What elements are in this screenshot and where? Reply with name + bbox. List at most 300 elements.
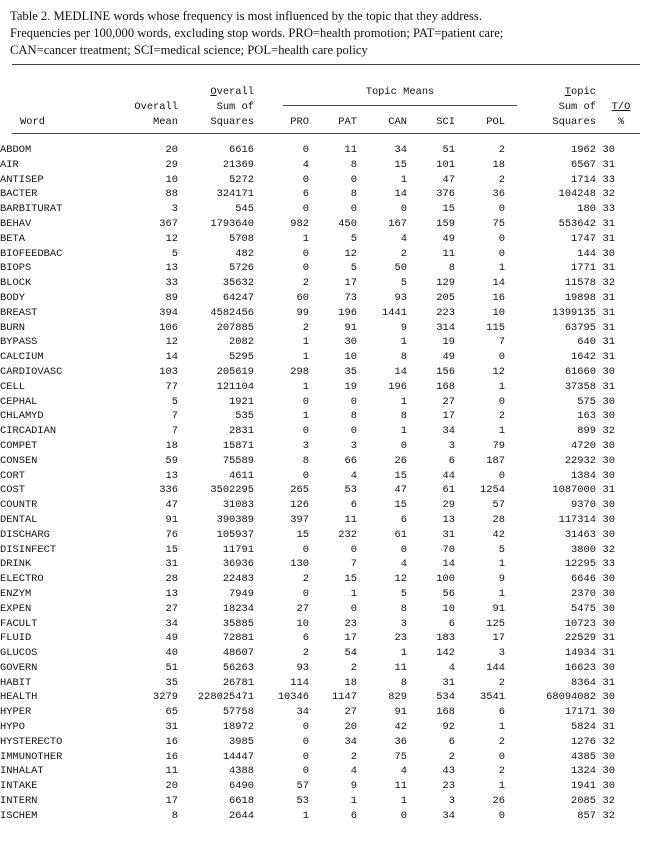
cell-overall-mean: 20 [165, 780, 178, 793]
cell-word: INHALAT [0, 765, 44, 778]
cell-sci: 31 [442, 676, 455, 689]
cell-pol: 2 [498, 735, 505, 748]
cell-pro: 0 [302, 587, 309, 600]
table-row [0, 690, 627, 705]
cell-word: IMMUNOTHER [0, 750, 63, 763]
cell-topic-ss: 1771 [571, 262, 596, 275]
cell-word: CELL [0, 380, 25, 393]
cell-pro: 8 [302, 454, 309, 467]
table-row [0, 306, 627, 321]
header-topic-ss-l3: Squares [552, 116, 596, 128]
cell-overall-mean: 13 [165, 469, 178, 482]
caption-line: Table 2. MEDLINE words whose frequency is most influenced by the topic that they address. [10, 9, 482, 23]
header-can: CAN [388, 116, 407, 128]
cell-pol: 1 [498, 380, 505, 393]
cell-sci: 534 [436, 691, 455, 704]
cell-pol: 3541 [480, 691, 505, 704]
cell-overall-mean: 5 [171, 395, 178, 408]
cell-pol: 1 [498, 262, 505, 275]
header-overall-ss-l3: Squares [210, 116, 254, 128]
cell-pro: 6 [302, 632, 309, 645]
cell-pol: 7 [498, 336, 505, 349]
cell-pro: 60 [296, 291, 309, 304]
cell-overall-ss: 482 [235, 247, 254, 260]
cell-topic-ss: 8364 [571, 676, 596, 689]
cell-pat: 34 [344, 735, 357, 748]
cell-pol: 10 [492, 306, 505, 319]
cell-pat: 0 [350, 395, 357, 408]
cell-pat: 17 [344, 277, 357, 290]
cell-word: BURN [0, 321, 25, 334]
cell-pat: 8 [350, 158, 357, 171]
table-row [0, 498, 627, 513]
cell-pol: 3 [498, 647, 505, 660]
cell-sci: 10 [442, 602, 455, 615]
cell-pat: 10 [344, 351, 357, 364]
cell-topic-ss: 68094082 [546, 691, 596, 704]
cell-sci: 49 [442, 232, 455, 245]
cell-sci: 29 [442, 499, 455, 512]
cell-topic-ss: 180 [577, 203, 596, 216]
cell-overall-ss: 35632 [222, 277, 254, 290]
cell-word: BLOCK [0, 277, 32, 290]
cell-overall-ss: 5295 [229, 351, 254, 364]
header-topic-means: Topic Means [365, 86, 435, 98]
table-row [0, 232, 627, 247]
cell-overall-ss: 2644 [229, 809, 254, 822]
cell-can: 47 [394, 484, 407, 497]
cell-can: 9 [400, 321, 407, 334]
cell-can: 0 [400, 439, 407, 452]
cell-can: 1441 [382, 306, 407, 319]
cell-sci: 61 [442, 484, 455, 497]
cell-overall-mean: 17 [165, 795, 178, 808]
cell-pat: 4 [350, 469, 357, 482]
cell-pol: 1 [498, 558, 505, 571]
table-row [0, 380, 627, 395]
cell-overall-mean: 7 [171, 410, 178, 423]
cell-word: CEPHAL [0, 395, 38, 408]
cell-sci: 70 [442, 543, 455, 556]
table-row [0, 483, 627, 498]
cell-overall-mean: 13 [165, 262, 178, 275]
table-row [0, 617, 627, 632]
cell-topic-ss: 5475 [571, 602, 596, 615]
frequency-table [0, 143, 627, 824]
cell-topic-ss: 22932 [564, 454, 596, 467]
cell-word: ENZYM [0, 587, 32, 600]
header-to-pct-key: T/O [611, 101, 631, 113]
cell-to-pct: 32 [602, 425, 615, 438]
cell-sci: 6 [448, 735, 455, 748]
cell-can: 36 [394, 735, 407, 748]
cell-pol: 57 [492, 499, 505, 512]
cell-pol: 125 [486, 617, 505, 630]
cell-pro: 0 [302, 469, 309, 482]
cell-pol: 144 [486, 661, 505, 674]
cell-overall-mean: 14 [165, 351, 178, 364]
cell-sci: 205 [436, 291, 455, 304]
cell-can: 8 [400, 676, 407, 689]
table-row [0, 602, 627, 617]
cell-to-pct: 32 [602, 735, 615, 748]
cell-pro: 0 [302, 395, 309, 408]
table-row [0, 365, 627, 380]
header-topic-ss-l2: Sum of [558, 101, 596, 113]
cell-pro: 15 [296, 528, 309, 541]
cell-can: 3 [400, 617, 407, 630]
cell-pol: 0 [498, 351, 505, 364]
cell-to-pct: 32 [602, 277, 615, 290]
cell-can: 1 [400, 647, 407, 660]
cell-to-pct: 31 [602, 306, 615, 319]
cell-pat: 8 [350, 410, 357, 423]
cell-sci: 101 [436, 158, 455, 171]
cell-overall-mean: 51 [165, 661, 178, 674]
cell-topic-ss: 1714 [571, 173, 596, 186]
cell-pol: 1 [498, 780, 505, 793]
cell-pro: 0 [302, 247, 309, 260]
cell-word: INTAKE [0, 780, 38, 793]
header-overall-mean-l2: Mean [153, 116, 178, 128]
table-row [0, 247, 627, 262]
cell-pro: 99 [296, 306, 309, 319]
cell-overall-mean: 12 [165, 336, 178, 349]
cell-pro: 27 [296, 602, 309, 615]
cell-word: CORT [0, 469, 25, 482]
cell-to-pct: 30 [602, 513, 615, 526]
cell-to-pct: 31 [602, 232, 615, 245]
cell-sci: 3 [448, 439, 455, 452]
cell-topic-ss: 6567 [571, 158, 596, 171]
cell-word: CONSEN [0, 454, 38, 467]
cell-topic-ss: 1087000 [552, 484, 596, 497]
cell-overall-mean: 16 [165, 750, 178, 763]
cell-word: ANTISEP [0, 173, 44, 186]
cell-sci: 19 [442, 336, 455, 349]
table-row [0, 217, 627, 232]
cell-sci: 17 [442, 410, 455, 423]
cell-overall-mean: 65 [165, 706, 178, 719]
table-row [0, 409, 627, 424]
cell-overall-mean: 40 [165, 647, 178, 660]
cell-topic-ss: 899 [577, 425, 596, 438]
cell-overall-ss: 18972 [222, 721, 254, 734]
cell-word: BEHAV [0, 217, 32, 230]
cell-word: DISINFECT [0, 543, 57, 556]
cell-overall-mean: 106 [159, 321, 178, 334]
cell-can: 14 [394, 188, 407, 201]
cell-topic-ss: 1384 [571, 469, 596, 482]
table-row [0, 705, 627, 720]
cell-topic-ss: 2085 [571, 795, 596, 808]
cell-pat: 73 [344, 291, 357, 304]
cell-pat: 11 [344, 513, 357, 526]
header-overall-mean-l1: Overall [134, 101, 178, 113]
cell-pat: 54 [344, 647, 357, 660]
cell-overall-mean: 29 [165, 158, 178, 171]
cell-to-pct: 30 [602, 528, 615, 541]
cell-word: COMPET [0, 439, 38, 452]
cell-can: 42 [394, 721, 407, 734]
cell-overall-ss: 535 [235, 410, 254, 423]
cell-can: 0 [400, 203, 407, 216]
caption-line: CAN=cancer treatment; SCI=medical science; POL=health care policy [10, 43, 368, 57]
cell-to-pct: 31 [602, 484, 615, 497]
table-row [0, 720, 627, 735]
cell-sci: 31 [442, 528, 455, 541]
cell-overall-mean: 49 [165, 632, 178, 645]
cell-pro: 6 [302, 188, 309, 201]
cell-pat: 5 [350, 232, 357, 245]
cell-overall-ss: 7949 [229, 587, 254, 600]
cell-overall-mean: 12 [165, 232, 178, 245]
cell-pro: 0 [302, 173, 309, 186]
table-row [0, 261, 627, 276]
cell-can: 4 [400, 765, 407, 778]
cell-can: 5 [400, 277, 407, 290]
cell-word: DENTAL [0, 513, 38, 526]
cell-pol: 17 [492, 632, 505, 645]
cell-overall-mean: 394 [159, 306, 178, 319]
cell-pat: 20 [344, 721, 357, 734]
cell-pat: 0 [350, 203, 357, 216]
cell-overall-mean: 10 [165, 173, 178, 186]
cell-topic-ss: 31463 [564, 528, 596, 541]
cell-can: 829 [388, 691, 407, 704]
table-caption [10, 8, 642, 59]
cell-overall-mean: 5 [171, 247, 178, 260]
table-row [0, 202, 627, 217]
cell-overall-mean: 336 [159, 484, 178, 497]
cell-pro: 2 [302, 573, 309, 586]
cell-pro: 0 [302, 543, 309, 556]
cell-pol: 0 [498, 750, 505, 763]
cell-overall-ss: 75589 [222, 454, 254, 467]
cell-overall-mean: 103 [159, 365, 178, 378]
cell-can: 75 [394, 750, 407, 763]
cell-pro: 4 [302, 158, 309, 171]
cell-overall-ss: 4582456 [210, 306, 254, 319]
cell-pol: 9 [498, 573, 505, 586]
cell-pat: 7 [350, 558, 357, 571]
cell-to-pct: 30 [602, 499, 615, 512]
cell-sci: 8 [448, 262, 455, 275]
cell-to-pct: 30 [602, 602, 615, 615]
cell-overall-ss: 205619 [216, 365, 254, 378]
cell-can: 91 [394, 706, 407, 719]
cell-can: 14 [394, 365, 407, 378]
cell-overall-ss: 390389 [216, 513, 254, 526]
cell-sci: 47 [442, 173, 455, 186]
table-row [0, 454, 627, 469]
cell-word: BIOFEEDBAC [0, 247, 63, 260]
cell-pol: 14 [492, 277, 505, 290]
cell-pol: 0 [498, 469, 505, 482]
cell-sci: 142 [436, 647, 455, 660]
cell-pol: 0 [498, 203, 505, 216]
cell-can: 2 [400, 247, 407, 260]
cell-pro: 2 [302, 647, 309, 660]
cell-sci: 183 [436, 632, 455, 645]
cell-overall-ss: 56263 [222, 661, 254, 674]
cell-overall-ss: 228025471 [197, 691, 254, 704]
table-row [0, 528, 627, 543]
cell-to-pct: 30 [602, 706, 615, 719]
cell-overall-ss: 14447 [222, 750, 254, 763]
cell-to-pct: 30 [602, 469, 615, 482]
cell-pro: 0 [302, 425, 309, 438]
cell-sci: 6 [448, 617, 455, 630]
cell-word: FLUID [0, 632, 32, 645]
cell-can: 93 [394, 291, 407, 304]
cell-overall-ss: 18234 [222, 602, 254, 615]
cell-overall-ss: 11791 [222, 543, 254, 556]
table-row [0, 572, 627, 587]
cell-overall-ss: 36936 [222, 558, 254, 571]
table-row [0, 350, 627, 365]
cell-sci: 23 [442, 780, 455, 793]
table-row [0, 631, 627, 646]
cell-overall-ss: 6618 [229, 795, 254, 808]
cell-sci: 156 [436, 365, 455, 378]
cell-topic-ss: 61660 [564, 365, 596, 378]
cell-overall-mean: 35 [165, 676, 178, 689]
header-topic-ss-rest: opic [571, 86, 596, 98]
cell-topic-ss: 5824 [571, 721, 596, 734]
cell-pol: 2 [498, 173, 505, 186]
cell-word: BYPASS [0, 336, 38, 349]
cell-sci: 2 [448, 750, 455, 763]
cell-can: 1 [400, 425, 407, 438]
cell-sci: 100 [436, 573, 455, 586]
cell-word: COST [0, 484, 25, 497]
cell-word: DRINK [0, 558, 32, 571]
cell-pol: 79 [492, 439, 505, 452]
cell-topic-ss: 16623 [564, 661, 596, 674]
cell-overall-mean: 13 [165, 587, 178, 600]
cell-word: BACTER [0, 188, 38, 201]
cell-sci: 13 [442, 513, 455, 526]
topic-means-rule [283, 105, 517, 106]
cell-topic-ss: 1642 [571, 351, 596, 364]
cell-overall-mean: 31 [165, 721, 178, 734]
cell-word: COUNTR [0, 499, 38, 512]
cell-pro: 1 [302, 410, 309, 423]
top-rule [12, 64, 640, 65]
cell-topic-ss: 19898 [564, 291, 596, 304]
cell-word: ISCHEM [0, 809, 38, 822]
cell-can: 34 [394, 144, 407, 156]
cell-can: 1 [400, 795, 407, 808]
cell-overall-mean: 27 [165, 602, 178, 615]
cell-overall-mean: 367 [159, 217, 178, 230]
cell-pol: 2 [498, 144, 505, 156]
cell-sci: 44 [442, 469, 455, 482]
cell-pat: 4 [350, 765, 357, 778]
cell-to-pct: 30 [602, 587, 615, 600]
cell-overall-ss: 15871 [222, 439, 254, 452]
table-row [0, 587, 627, 602]
cell-to-pct: 30 [602, 661, 615, 674]
table-row [0, 513, 627, 528]
cell-overall-mean: 15 [165, 543, 178, 556]
cell-can: 0 [400, 543, 407, 556]
cell-pat: 12 [344, 247, 357, 260]
table-row [0, 543, 627, 558]
table-row [0, 321, 627, 336]
table-row [0, 424, 627, 439]
table-row [0, 143, 627, 158]
cell-overall-ss: 3985 [229, 735, 254, 748]
cell-can: 15 [394, 158, 407, 171]
cell-topic-ss: 1324 [571, 765, 596, 778]
table-body [0, 143, 627, 824]
cell-topic-ss: 9370 [571, 499, 596, 512]
cell-can: 50 [394, 262, 407, 275]
cell-pro: 0 [302, 735, 309, 748]
table-row [0, 291, 627, 306]
cell-pol: 2 [498, 765, 505, 778]
header-rule [12, 133, 640, 134]
cell-pol: 115 [486, 321, 505, 334]
cell-to-pct: 31 [602, 158, 615, 171]
cell-to-pct: 30 [602, 410, 615, 423]
cell-pol: 12 [492, 365, 505, 378]
header-topic-ss-key: T [564, 86, 572, 98]
cell-pro: 0 [302, 144, 309, 156]
cell-pat: 3 [350, 439, 357, 452]
table-row [0, 276, 627, 291]
cell-pro: 57 [296, 780, 309, 793]
cell-pat: 27 [344, 706, 357, 719]
table-row [0, 750, 627, 765]
cell-pat: 1 [350, 587, 357, 600]
cell-overall-ss: 207885 [216, 321, 254, 334]
cell-pro: 0 [302, 203, 309, 216]
cell-overall-mean: 33 [165, 277, 178, 290]
cell-sci: 15 [442, 203, 455, 216]
cell-word: HABIT [0, 676, 32, 689]
cell-pro: 397 [290, 513, 309, 526]
table-row [0, 557, 627, 572]
cell-word: CALCIUM [0, 351, 44, 364]
cell-word: EXPEN [0, 602, 32, 615]
cell-pol: 16 [492, 291, 505, 304]
cell-pol: 0 [498, 395, 505, 408]
header-overall-ss-rest: verall [216, 86, 254, 98]
cell-word: CARDIOVASC [0, 365, 63, 378]
cell-pro: 2 [302, 277, 309, 290]
cell-to-pct: 30 [602, 365, 615, 378]
cell-can: 61 [394, 528, 407, 541]
cell-overall-ss: 21369 [222, 158, 254, 171]
cell-pol: 0 [498, 809, 505, 822]
cell-overall-ss: 4611 [229, 469, 254, 482]
table-row [0, 764, 627, 779]
cell-sci: 168 [436, 706, 455, 719]
cell-can: 6 [400, 513, 407, 526]
cell-pro: 93 [296, 661, 309, 674]
cell-pat: 1147 [332, 691, 357, 704]
cell-topic-ss: 575 [577, 395, 596, 408]
cell-pol: 1 [498, 425, 505, 438]
table-row [0, 187, 627, 202]
cell-can: 0 [400, 809, 407, 822]
cell-to-pct: 30 [602, 454, 615, 467]
cell-topic-ss: 857 [577, 809, 596, 822]
cell-to-pct: 31 [602, 721, 615, 734]
